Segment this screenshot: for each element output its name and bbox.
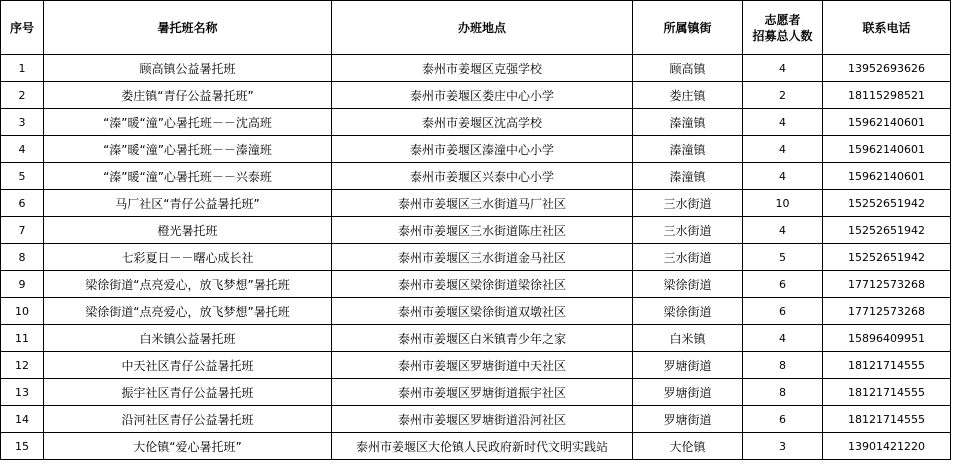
cell-phone: 15962140601 — [823, 136, 951, 163]
cell-street: 三水街道 — [633, 190, 743, 217]
cell-phone: 18121714555 — [823, 379, 951, 406]
cell-seq: 4 — [1, 136, 44, 163]
table-row — [1, 217, 951, 244]
table-row — [1, 433, 951, 460]
cell-street: 娄庄镇 — [633, 82, 743, 109]
cell-seq: 7 — [1, 217, 44, 244]
cell-phone: 18115298521 — [823, 82, 951, 109]
cell-program-name: “溱”暖“潼”心暑托班－－沈高班 — [44, 109, 332, 136]
cell-volunteers: 4 — [743, 163, 823, 190]
cell-street: 大伦镇 — [633, 433, 743, 460]
cell-phone: 15252651942 — [823, 217, 951, 244]
table-row — [1, 55, 951, 82]
header-volunteers — [743, 1, 823, 55]
table-header — [1, 1, 951, 55]
cell-program-name: 沿河社区青仔公益暑托班 — [44, 406, 332, 433]
cell-volunteers: 6 — [743, 406, 823, 433]
cell-address: 泰州市姜堰区沈高学校 — [332, 109, 633, 136]
cell-seq: 15 — [1, 433, 44, 460]
cell-volunteers: 4 — [743, 217, 823, 244]
cell-seq: 11 — [1, 325, 44, 352]
cell-phone: 17712573268 — [823, 298, 951, 325]
cell-phone: 18121714555 — [823, 352, 951, 379]
header-volunteers-line2: 招募总人数 — [752, 28, 813, 43]
cell-address: 泰州市姜堰区兴泰中心小学 — [332, 163, 633, 190]
header-street: 所属镇街 — [633, 1, 743, 55]
header-row — [1, 1, 951, 55]
cell-program-name: 七彩夏日－－曙心成长社 — [44, 244, 332, 271]
header-seq: 序号 — [1, 1, 44, 55]
cell-volunteers: 4 — [743, 136, 823, 163]
cell-address: 泰州市姜堰区大伦镇人民政府新时代文明实践站 — [332, 433, 633, 460]
cell-street: 梁徐街道 — [633, 298, 743, 325]
cell-address: 泰州市姜堰区三水街道马厂社区 — [332, 190, 633, 217]
cell-seq: 13 — [1, 379, 44, 406]
cell-volunteers: 2 — [743, 82, 823, 109]
cell-phone: 13952693626 — [823, 55, 951, 82]
cell-seq: 12 — [1, 352, 44, 379]
table-body — [1, 55, 951, 460]
cell-seq: 9 — [1, 271, 44, 298]
cell-street: 溱潼镇 — [633, 136, 743, 163]
table-row — [1, 109, 951, 136]
table-row — [1, 379, 951, 406]
cell-seq: 3 — [1, 109, 44, 136]
cell-volunteers: 8 — [743, 352, 823, 379]
table-row — [1, 352, 951, 379]
cell-volunteers: 5 — [743, 244, 823, 271]
cell-program-name: 橙光暑托班 — [44, 217, 332, 244]
cell-seq: 1 — [1, 55, 44, 82]
table-row — [1, 136, 951, 163]
cell-program-name: 梁徐街道“点亮爱心，放飞梦想”暑托班 — [44, 271, 332, 298]
cell-volunteers: 4 — [743, 109, 823, 136]
table-row — [1, 163, 951, 190]
cell-phone: 15252651942 — [823, 244, 951, 271]
cell-street: 顾高镇 — [633, 55, 743, 82]
cell-address: 泰州市姜堰区三水街道金马社区 — [332, 244, 633, 271]
cell-volunteers: 6 — [743, 298, 823, 325]
cell-address: 泰州市姜堰区梁徐街道双墩社区 — [332, 298, 633, 325]
cell-address: 泰州市姜堰区白米镇青少年之家 — [332, 325, 633, 352]
cell-volunteers: 8 — [743, 379, 823, 406]
cell-seq: 5 — [1, 163, 44, 190]
table-row — [1, 298, 951, 325]
cell-volunteers: 4 — [743, 325, 823, 352]
cell-phone: 15252651942 — [823, 190, 951, 217]
table-row — [1, 244, 951, 271]
cell-street: 三水街道 — [633, 244, 743, 271]
cell-address: 泰州市姜堰区三水街道陈庄社区 — [332, 217, 633, 244]
cell-address: 泰州市姜堰区罗塘街道振宇社区 — [332, 379, 633, 406]
cell-street: 梁徐街道 — [633, 271, 743, 298]
cell-seq: 10 — [1, 298, 44, 325]
cell-volunteers: 3 — [743, 433, 823, 460]
cell-program-name: 顾高镇公益暑托班 — [44, 55, 332, 82]
cell-street: 白米镇 — [633, 325, 743, 352]
cell-phone: 15896409951 — [823, 325, 951, 352]
header-name: 暑托班名称 — [44, 1, 332, 55]
cell-street: 三水街道 — [633, 217, 743, 244]
table-row — [1, 271, 951, 298]
cell-program-name: 中天社区青仔公益暑托班 — [44, 352, 332, 379]
cell-address: 泰州市姜堰区罗塘街道中天社区 — [332, 352, 633, 379]
cell-seq: 14 — [1, 406, 44, 433]
cell-program-name: 马厂社区“青仔公益暑托班” — [44, 190, 332, 217]
cell-seq: 2 — [1, 82, 44, 109]
cell-program-name: 振宇社区青仔公益暑托班 — [44, 379, 332, 406]
cell-program-name: “溱”暖“潼”心暑托班－－兴泰班 — [44, 163, 332, 190]
table-row — [1, 325, 951, 352]
cell-street: 罗塘街道 — [633, 352, 743, 379]
cell-street: 罗塘街道 — [633, 406, 743, 433]
table-row — [1, 406, 951, 433]
cell-program-name: 梁徐街道“点亮爱心，放飞梦想”暑托班 — [44, 298, 332, 325]
cell-address: 泰州市姜堰区娄庄中心小学 — [332, 82, 633, 109]
cell-address: 泰州市姜堰区溱潼中心小学 — [332, 136, 633, 163]
cell-program-name: 白米镇公益暑托班 — [44, 325, 332, 352]
header-phone: 联系电话 — [823, 1, 951, 55]
cell-volunteers: 10 — [743, 190, 823, 217]
header-volunteers-line1: 志愿者 — [764, 12, 801, 27]
cell-volunteers: 4 — [743, 55, 823, 82]
cell-phone: 15962140601 — [823, 163, 951, 190]
cell-phone: 18121714555 — [823, 406, 951, 433]
table-row — [1, 82, 951, 109]
cell-street: 溱潼镇 — [633, 163, 743, 190]
cell-address: 泰州市姜堰区克强学校 — [332, 55, 633, 82]
cell-program-name: “溱”暖“潼”心暑托班－－溱潼班 — [44, 136, 332, 163]
cell-address: 泰州市姜堰区梁徐街道梁徐社区 — [332, 271, 633, 298]
cell-program-name: 娄庄镇“青仔公益暑托班” — [44, 82, 332, 109]
cell-seq: 8 — [1, 244, 44, 271]
cell-volunteers: 6 — [743, 271, 823, 298]
table-row — [1, 190, 951, 217]
header-address: 办班地点 — [332, 1, 633, 55]
cell-phone: 17712573268 — [823, 271, 951, 298]
cell-program-name: 大伦镇“爱心暑托班” — [44, 433, 332, 460]
cell-street: 罗塘街道 — [633, 379, 743, 406]
cell-phone: 15962140601 — [823, 109, 951, 136]
cell-address: 泰州市姜堰区罗塘街道沿河社区 — [332, 406, 633, 433]
cell-seq: 6 — [1, 190, 44, 217]
cell-phone: 13901421220 — [823, 433, 951, 460]
cell-street: 溱潼镇 — [633, 109, 743, 136]
